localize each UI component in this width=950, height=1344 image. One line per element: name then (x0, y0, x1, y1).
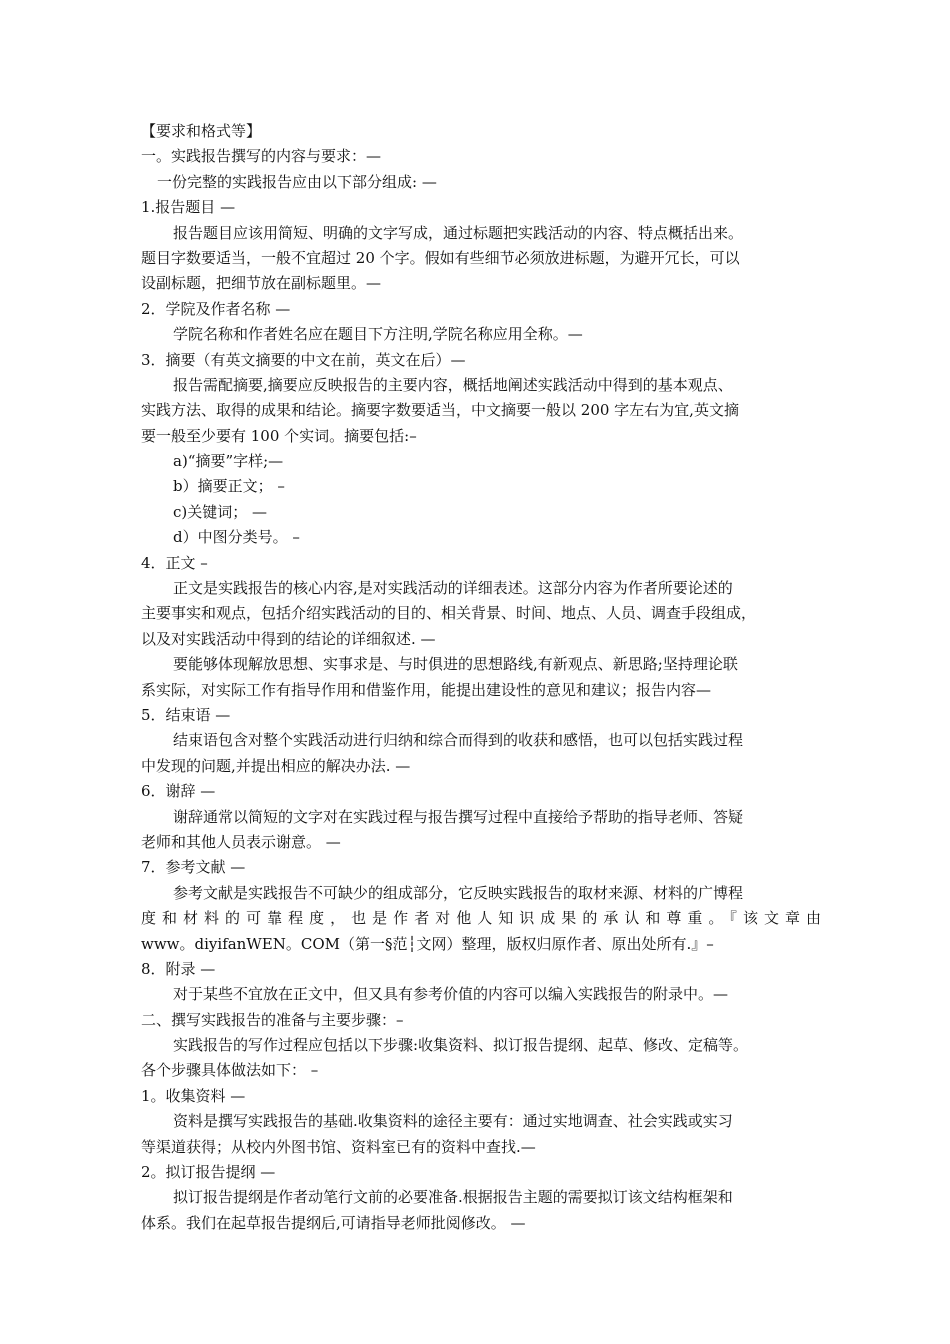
paragraph-line: 报告需配摘要,摘要应反映报告的主要内容，概括地阐述实践活动中得到的基本观点、 (173, 375, 733, 394)
paragraph-line: 实践报告的写作过程应包括以下步骤:收集资料、拟订报告提纲、起草、修改、定稿等。 (173, 1036, 749, 1055)
item-heading-conclusion: 5．结束语 — (141, 705, 231, 724)
paragraph-line: 等渠道获得；从校内外图书馆、资料室已有的资料中查找.— (141, 1137, 536, 1156)
section-heading-preparation: 二、撰写实践报告的准备与主要步骤：– (141, 1010, 404, 1029)
paragraph-line: 要一般至少要有 100 个实词。摘要包括:– (141, 426, 417, 445)
paragraph-line: 中发现的问题,并提出相应的解决办法. — (141, 756, 411, 775)
paragraph-line: 正文是实践报告的核心内容,是对实践活动的详细表述。这部分内容为作者所要论述的 (173, 579, 733, 598)
item-heading-abstract: 3．摘要（有英文摘要的中文在前，英文在后）— (141, 350, 466, 369)
paragraph-line: 各个步骤具体做法如下： – (141, 1061, 319, 1080)
list-item: c)关键词； — (173, 502, 268, 521)
paragraph-line: 设副标题，把细节放在副标题里。— (141, 274, 382, 293)
paragraph-line: www。diyifanWEN。COM（第一§范┆文网）整理，版权归原作者、原出处所有.』– (141, 934, 714, 953)
paragraph-line: 度和材料的可靠程度，也是作者对他人知识成果的承认和尊重。『该文章由 (141, 909, 821, 928)
item-heading-body: 4．正文 – (141, 553, 208, 572)
paragraph-line: 对于某些不宜放在正文中，但又具有参考价值的内容可以编入实践报告的附录中。— (173, 985, 729, 1004)
paragraph-line: 以及对实践活动中得到的结论的详细叙述. — (141, 629, 436, 648)
paragraph-line: 一份完整的实践报告应由以下部分组成: — (157, 172, 437, 191)
item-heading-acknowledgements: 6．谢辞 — (141, 782, 216, 801)
paragraph-line: 老师和其他人员表示谢意。 — (141, 832, 341, 851)
item-heading-title: 1.报告题目 — (141, 198, 236, 217)
item-heading-collect: 1。收集资料 — (141, 1086, 246, 1105)
item-heading-college: 2．学院及作者名称 — (141, 299, 291, 318)
paragraph-line: 实践方法、取得的成果和结论。摘要字数要适当，中文摘要一般以 200 字左右为宜,英文摘 (141, 401, 739, 420)
document-body (141, 119, 821, 1236)
paragraph-line: 结束语包含对整个实践活动进行归纳和综合而得到的收获和感悟，也可以包括实践过程 (173, 731, 744, 750)
paragraph-line: 资料是撰写实践报告的基础.收集资料的途径主要有：通过实地调查、社会实践或实习 (173, 1112, 733, 1131)
paragraph-line: 参考文献是实践报告不可缺少的组成部分，它反映实践报告的取材来源、材料的广博程 (173, 883, 744, 902)
paragraph-line: 主要事实和观点，包括介绍实践活动的目的、相关背景、时间、地点、人员、调查手段组成， (141, 604, 757, 623)
paragraph-line: 学院名称和作者姓名应在题目下方注明,学院名称应用全称。— (173, 325, 583, 344)
list-item: d）中图分类号。 – (173, 528, 300, 547)
paragraph-line: 谢辞通常以简短的文字对在实践过程与报告撰写过程中直接给予帮助的指导老师、答疑 (173, 807, 744, 826)
item-heading-outline: 2。拟订报告提纲 — (141, 1163, 276, 1182)
item-heading-references: 7．参考文献 — (141, 858, 246, 877)
paragraph-line: 报告题目应该用简短、明确的文字写成，通过标题把实践活动的内容、特点概括出来。 (173, 223, 744, 242)
paragraph-line: 要能够体现解放思想、实事求是、与时俱进的思想路线,有新观点、新思路;坚持理论联 (173, 655, 738, 674)
list-item: a)“摘要”字样;— (173, 452, 284, 471)
list-item: b）摘要正文； – (173, 477, 285, 496)
paragraph-line: 系实际，对实际工作有指导作用和借鉴作用，能提出建设性的意见和建议；报告内容— (141, 680, 712, 699)
item-heading-appendix: 8．附录 — (141, 959, 216, 978)
paragraph-line: 题目字数要适当，一般不宜超过 20 个字。假如有些细节必须放进标题，为避开冗长，可以 (141, 248, 740, 267)
paragraph-line: 拟订报告提纲是作者动笔行文前的必要准备.根据报告主题的需要拟订该文结构框架和 (173, 1188, 733, 1207)
section-heading-content: 一。实践报告撰写的内容与要求：— (141, 147, 382, 166)
section-heading-requirements: 【要求和格式等】 (141, 122, 262, 140)
paragraph-line: 体系。我们在起草报告提纲后,可请指导老师批阅修改。 — (141, 1213, 526, 1232)
